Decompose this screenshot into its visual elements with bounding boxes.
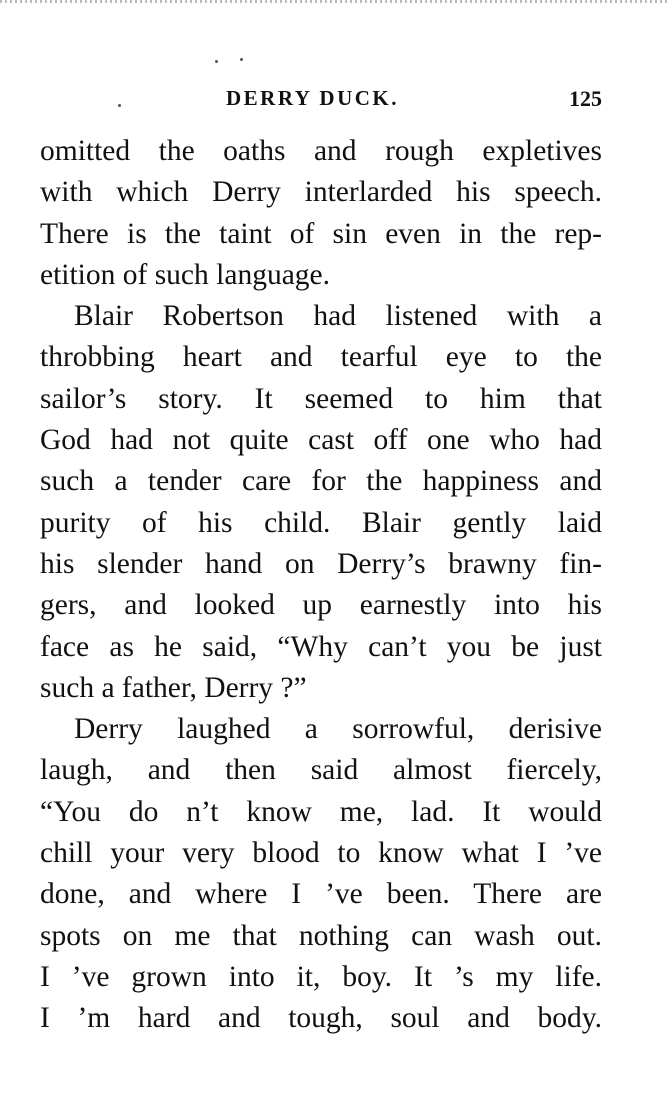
text-line: spots on me that nothing can wash out.: [40, 919, 602, 952]
text-line: chill your very blood to know what I ’ve: [40, 837, 602, 870]
text-line: “You do n’t know me, lad. It would: [40, 795, 602, 828]
text-line: such a father, Derry ?”: [40, 671, 307, 704]
text-line: such a tender care for the happiness and: [40, 465, 602, 498]
running-head-title: DERRY DUCK.: [226, 86, 399, 110]
text-line: his slender hand on Derry’s brawny fin-: [40, 547, 602, 580]
page-header: [40, 86, 602, 116]
scan-speck: [240, 58, 243, 61]
page-number: 125: [569, 86, 602, 111]
text-line: There is the taint of sin even in the rep-: [40, 217, 602, 250]
text-line: throbbing heart and tearful eye to the: [40, 341, 602, 374]
text-line: Derry laughed a sorrowful, derisive: [74, 713, 602, 746]
text-line: omitted the oaths and rough expletives: [40, 135, 602, 167]
text-line: laugh, and then said almost fiercely,: [40, 754, 602, 787]
text-line: Blair Robertson had listened with a: [74, 300, 602, 333]
text-line: face as he said, “Why can’t you be just: [40, 630, 602, 663]
text-line: I ’ve grown into it, boy. It ’s my life.: [40, 960, 602, 993]
text-line: etition of such language.: [40, 258, 331, 291]
text-line: purity of his child. Blair gently laid: [40, 506, 602, 539]
text-line: I ’m hard and tough, soul and body.: [40, 1002, 602, 1035]
text-line: sailor’s story. It seemed to him that: [40, 382, 602, 415]
text-line: done, and where I ’ve been. There are: [40, 878, 602, 911]
scan-speck: [215, 60, 218, 63]
body-text: [40, 131, 602, 1040]
text-line: gers, and looked up earnestly into his: [40, 589, 602, 622]
scan-top-border: [0, 0, 668, 3]
text-line: with which Derry interlarded his speech.: [40, 176, 602, 209]
text-line: God had not quite cast off one who had: [40, 424, 602, 457]
